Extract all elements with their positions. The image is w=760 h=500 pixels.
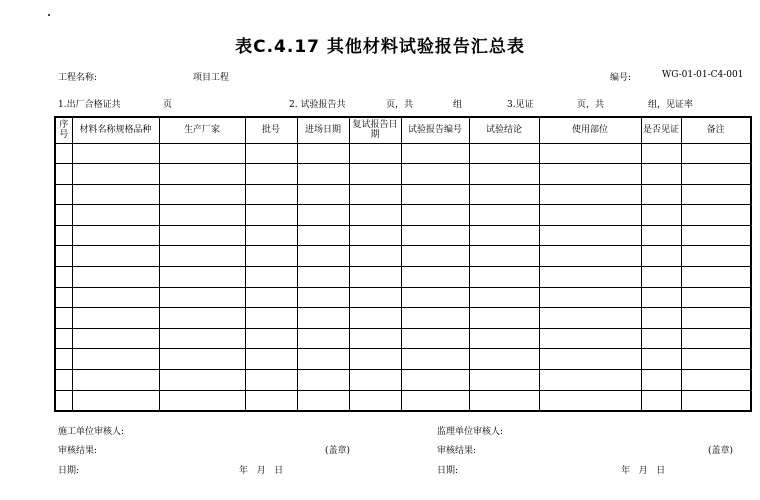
table-cell[interactable]: [349, 205, 401, 226]
document-title: 表C.4.17 其他材料试验报告汇总表: [235, 37, 525, 57]
construction-date-fields: 年 月 日: [239, 466, 284, 476]
table-cell[interactable]: [539, 164, 641, 185]
table-cell[interactable]: [641, 308, 681, 329]
table-cell[interactable]: [297, 349, 349, 370]
table-cell[interactable]: [55, 287, 72, 308]
header-location: 使用部位: [539, 117, 641, 143]
table-cell[interactable]: [72, 246, 159, 267]
table-cell[interactable]: [159, 308, 245, 329]
table-cell[interactable]: [401, 390, 469, 411]
table-cell[interactable]: [681, 349, 751, 370]
table-row: [55, 225, 751, 246]
table-cell[interactable]: [641, 143, 681, 164]
witness-label: 3.见证: [507, 100, 534, 110]
table-cell[interactable]: [349, 370, 401, 391]
header-report-no: 试验报告编号: [401, 117, 469, 143]
table-cell[interactable]: [55, 308, 72, 329]
table-cell[interactable]: [297, 143, 349, 164]
table-cell[interactable]: [641, 164, 681, 185]
table-cell[interactable]: [681, 143, 751, 164]
table-cell[interactable]: [55, 267, 72, 288]
table-cell[interactable]: [297, 267, 349, 288]
table-cell[interactable]: [72, 308, 159, 329]
table-cell[interactable]: [297, 328, 349, 349]
table-cell[interactable]: [539, 349, 641, 370]
table-cell[interactable]: [641, 205, 681, 226]
table-cell[interactable]: [159, 370, 245, 391]
table-cell[interactable]: [641, 390, 681, 411]
table-cell[interactable]: [72, 225, 159, 246]
table-cell[interactable]: [349, 349, 401, 370]
header-remarks: 备注: [681, 117, 751, 143]
table-row: [55, 267, 751, 288]
table-cell[interactable]: [72, 143, 159, 164]
table-cell[interactable]: [539, 143, 641, 164]
table-cell[interactable]: [55, 225, 72, 246]
header-retest-date: 复试报告日期: [349, 117, 401, 143]
table-cell[interactable]: [469, 143, 539, 164]
table-row: [55, 308, 751, 329]
table-cell[interactable]: [401, 267, 469, 288]
table-cell[interactable]: [539, 225, 641, 246]
table-cell[interactable]: [469, 328, 539, 349]
table-cell[interactable]: [681, 205, 751, 226]
table-cell[interactable]: [681, 287, 751, 308]
table-row: [55, 143, 751, 164]
report-count-label: 2. 试验报告共: [289, 100, 346, 110]
table-cell[interactable]: [72, 184, 159, 205]
table-cell[interactable]: [245, 143, 297, 164]
table-cell[interactable]: [245, 184, 297, 205]
table-cell[interactable]: [681, 225, 751, 246]
cert-unit: 页: [163, 100, 173, 110]
table-cell[interactable]: [245, 370, 297, 391]
table-cell[interactable]: [469, 164, 539, 185]
table-cell[interactable]: [641, 328, 681, 349]
table-cell[interactable]: [297, 225, 349, 246]
table-cell[interactable]: [55, 246, 72, 267]
table-cell[interactable]: [469, 184, 539, 205]
table-cell[interactable]: [401, 349, 469, 370]
construction-seal: (盖章): [325, 446, 351, 456]
table-cell[interactable]: [401, 308, 469, 329]
project-name-label: 工程名称:: [58, 73, 98, 83]
table-cell[interactable]: [55, 349, 72, 370]
table-cell[interactable]: [55, 205, 72, 226]
supervision-date-fields: 年 月 日: [621, 466, 666, 476]
supervision-result-label: 审核结果:: [437, 446, 477, 456]
witness-rate-label: 组，见证率: [648, 100, 694, 110]
header-seq: 序号: [55, 117, 72, 143]
table-cell[interactable]: [297, 164, 349, 185]
table-cell[interactable]: [641, 267, 681, 288]
table-cell[interactable]: [681, 267, 751, 288]
table-cell[interactable]: [469, 390, 539, 411]
table-cell[interactable]: [159, 267, 245, 288]
table-cell[interactable]: [681, 370, 751, 391]
table-cell[interactable]: [72, 267, 159, 288]
table-row: [55, 370, 751, 391]
table-cell[interactable]: [297, 370, 349, 391]
code-label: 编号:: [610, 73, 632, 83]
table-cell[interactable]: [159, 390, 245, 411]
table-cell[interactable]: [641, 225, 681, 246]
table-cell[interactable]: [539, 205, 641, 226]
table-cell[interactable]: [349, 184, 401, 205]
table-cell[interactable]: [469, 205, 539, 226]
corner-mark: [48, 14, 50, 16]
construction-date-label: 日期:: [58, 466, 80, 476]
table-cell[interactable]: [245, 390, 297, 411]
table-row: [55, 246, 751, 267]
table-cell[interactable]: [55, 164, 72, 185]
table-cell[interactable]: [349, 246, 401, 267]
table-row: [55, 184, 751, 205]
table-cell[interactable]: [641, 287, 681, 308]
table-cell[interactable]: [55, 390, 72, 411]
table-cell[interactable]: [297, 246, 349, 267]
construction-reviewer-label: 施工单位审核人:: [58, 427, 125, 437]
table-cell[interactable]: [641, 370, 681, 391]
table-cell[interactable]: [159, 328, 245, 349]
table-cell[interactable]: [401, 246, 469, 267]
witness-pages-unit: 页，共: [577, 100, 605, 110]
table-cell[interactable]: [539, 267, 641, 288]
header-material: 材料名称规格品种: [72, 117, 159, 143]
header-manufacturer: 生产厂家: [159, 117, 245, 143]
supervision-reviewer-label: 监理单位审核人:: [437, 427, 504, 437]
table-cell[interactable]: [72, 205, 159, 226]
table-cell[interactable]: [55, 143, 72, 164]
table-cell[interactable]: [159, 143, 245, 164]
table-cell[interactable]: [681, 246, 751, 267]
table-cell[interactable]: [55, 184, 72, 205]
table-cell[interactable]: [469, 370, 539, 391]
table-cell[interactable]: [469, 246, 539, 267]
table-cell[interactable]: [349, 390, 401, 411]
table-cell[interactable]: [681, 328, 751, 349]
table-cell[interactable]: [245, 246, 297, 267]
project-name-value: 项目工程: [193, 73, 230, 83]
table-cell[interactable]: [681, 164, 751, 185]
table-cell[interactable]: [681, 390, 751, 411]
table-cell[interactable]: [159, 164, 245, 185]
table-cell[interactable]: [297, 205, 349, 226]
table-cell[interactable]: [401, 287, 469, 308]
table-cell[interactable]: [349, 267, 401, 288]
table-cell[interactable]: [159, 349, 245, 370]
table-cell[interactable]: [469, 308, 539, 329]
table-cell[interactable]: [641, 349, 681, 370]
table-cell[interactable]: [72, 328, 159, 349]
table-cell[interactable]: [245, 308, 297, 329]
table-cell[interactable]: [469, 287, 539, 308]
table-cell[interactable]: [539, 308, 641, 329]
table-cell[interactable]: [401, 205, 469, 226]
table-row: [55, 390, 751, 411]
table-cell[interactable]: [539, 287, 641, 308]
table-row: [55, 328, 751, 349]
table-cell[interactable]: [72, 287, 159, 308]
table-cell[interactable]: [401, 370, 469, 391]
table-cell[interactable]: [55, 370, 72, 391]
table-cell[interactable]: [72, 164, 159, 185]
table-cell[interactable]: [469, 225, 539, 246]
table-cell[interactable]: [349, 143, 401, 164]
supervision-date-label: 日期:: [437, 466, 459, 476]
table-cell[interactable]: [245, 205, 297, 226]
table-row: [55, 164, 751, 185]
table-row: [55, 287, 751, 308]
table-cell[interactable]: [539, 390, 641, 411]
table-cell[interactable]: [401, 328, 469, 349]
table-cell[interactable]: [401, 164, 469, 185]
table-cell[interactable]: [245, 267, 297, 288]
table-cell[interactable]: [539, 328, 641, 349]
table-cell[interactable]: [469, 267, 539, 288]
table-cell[interactable]: [55, 328, 72, 349]
table-cell[interactable]: [349, 328, 401, 349]
table-cell[interactable]: [245, 349, 297, 370]
table-cell[interactable]: [245, 164, 297, 185]
table-cell[interactable]: [159, 205, 245, 226]
table-cell[interactable]: [401, 225, 469, 246]
header-conclusion: 试验结论: [469, 117, 539, 143]
table-cell[interactable]: [245, 287, 297, 308]
table-cell[interactable]: [297, 184, 349, 205]
table-cell[interactable]: [159, 246, 245, 267]
table-cell[interactable]: [72, 349, 159, 370]
table-cell[interactable]: [297, 308, 349, 329]
table-cell[interactable]: [72, 370, 159, 391]
table-cell[interactable]: [641, 246, 681, 267]
table-cell[interactable]: [297, 287, 349, 308]
table-cell[interactable]: [469, 349, 539, 370]
table-cell[interactable]: [681, 184, 751, 205]
header-batch: 批号: [245, 117, 297, 143]
table-cell[interactable]: [641, 184, 681, 205]
table-cell[interactable]: [349, 287, 401, 308]
table-header-row: [55, 117, 751, 143]
report-group-unit: 组: [453, 100, 463, 110]
report-summary-table: [54, 116, 752, 412]
table-cell[interactable]: [159, 184, 245, 205]
header-witnessed: 是否见证: [641, 117, 681, 143]
table-row: [55, 205, 751, 226]
cert-count-label: 1.出厂合格证共: [58, 100, 121, 110]
table-cell[interactable]: [539, 184, 641, 205]
table-cell[interactable]: [297, 390, 349, 411]
table-cell[interactable]: [539, 370, 641, 391]
table-cell[interactable]: [401, 143, 469, 164]
construction-result-label: 审核结果:: [58, 446, 98, 456]
table-cell[interactable]: [159, 287, 245, 308]
table-row: [55, 349, 751, 370]
header-entry-date: 进场日期: [297, 117, 349, 143]
table-cell[interactable]: [245, 225, 297, 246]
table-cell[interactable]: [72, 390, 159, 411]
table-cell[interactable]: [681, 308, 751, 329]
table-cell[interactable]: [159, 225, 245, 246]
code-value: WG-01-01-C4-001: [662, 70, 744, 80]
table-cell[interactable]: [539, 246, 641, 267]
table-cell[interactable]: [349, 225, 401, 246]
table-cell[interactable]: [401, 184, 469, 205]
table-cell[interactable]: [349, 164, 401, 185]
table-body: [55, 143, 751, 411]
report-pages-unit: 页，共: [386, 100, 414, 110]
supervision-seal: (盖章): [708, 446, 734, 456]
table-cell[interactable]: [245, 328, 297, 349]
table-cell[interactable]: [349, 308, 401, 329]
